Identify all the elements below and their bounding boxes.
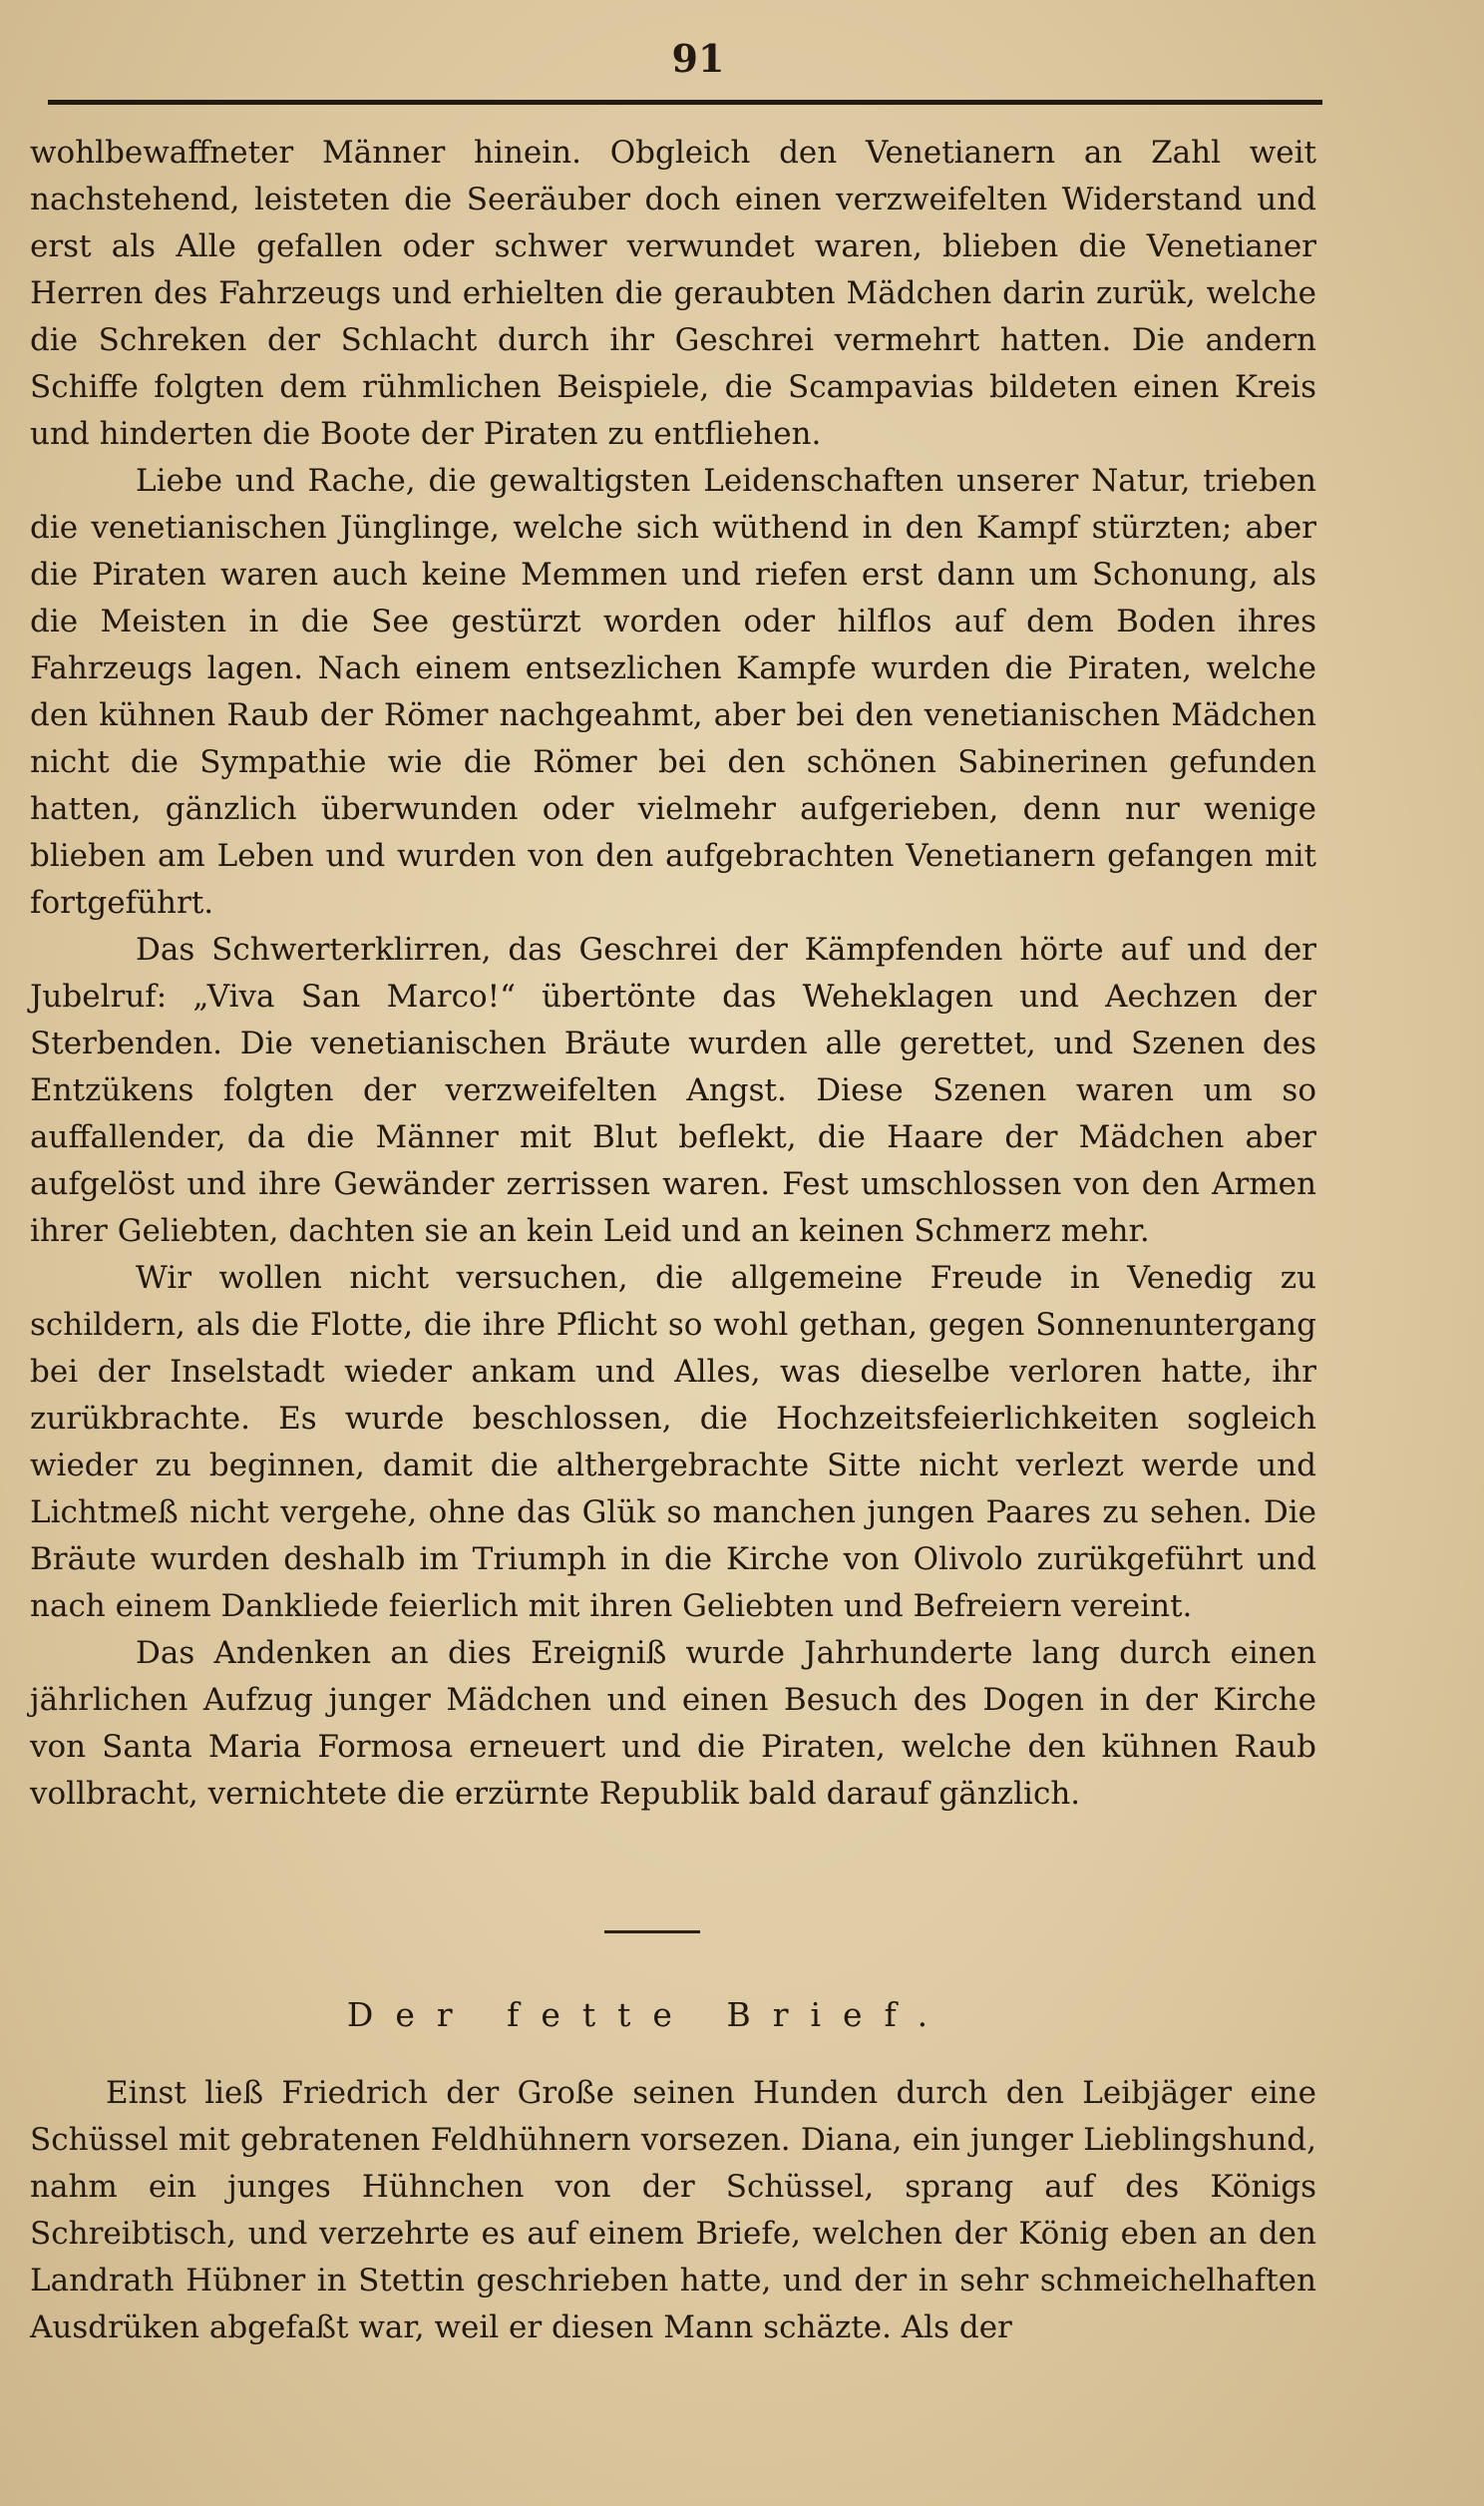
paragraph: wohlbewaffneter Männer hinein. Obgleich den Venetianern an Zahl weit nachstehend, leisteten die Seeräuber doch einen verzweifelten Widerstand und erst als Alle gefallen oder schwer verwundet waren, blieben die Venetianer Herren des Fahrzeugs und erhielten die geraubten Mädchen darin zurük, welche die Schreken der Schlacht durch ihr Geschrei vermehrt hatten. Die andern Schiffe folgten dem rühmlichen Beispiele, die Scampavias bildeten einen Kreis und hinderten die Boote der Piraten zu entfliehen. (30, 135, 1316, 452)
paragraph: Das Andenken an dies Ereigniß wurde Jahrhunderte lang durch einen jährlichen Aufzug junger Mädchen und einen Besuch des Dogen in der Kirche von Santa Maria Formosa erneuert und die Piraten, welche den kühnen Raub vollbracht, vernichtete die erzürnte Republik bald darauf gänzlich. (30, 1635, 1316, 1812)
article-title: Der fette Brief. (346, 1995, 950, 2034)
article-venetian-brides (30, 130, 1316, 1818)
paragraph: Einst ließ Friedrich der Große seinen Hunden durch den Leibjäger eine Schüssel mit gebratenen Feldhühnern vorsezen. Diana, ein junger Lieblingshund, nahm ein junges Hühnchen von der Schüssel, sprang auf des Königs Schreibtisch, und verzehrte es auf einem Briefe, welchen der König eben an den Landrath Hübner in Stettin geschrieben hatte, und der in sehr schmeichelhaften Ausdrüken abgefaßt war, weil er diesen Mann schäzte. Als der (30, 2075, 1316, 2345)
paragraph: Liebe und Rache, die gewaltigsten Leidenschaften unserer Natur, trieben die venetianischen Jünglinge, welche sich wüthend in den Kampf stürzten; aber die Piraten waren auch keine Memmen und riefen erst dann um Schonung, als die Meisten in die See gestürzt worden oder hilflos auf dem Boden ihres Fahrzeugs lagen. Nach einem entsezlichen Kampfe wurden die Piraten, welche den kühnen Raub der Römer nachgeahmt, aber bei den venetianischen Mädchen nicht die Sympathie wie die Römer bei den schönen Sabinerinen gefunden hatten, gänzlich überwunden oder vielmehr aufgerieben, denn nur wenige blieben am Leben und wurden von den aufgebrachten Venetianern gefangen mit fortgeführt. (30, 463, 1316, 921)
header-rule (48, 100, 1322, 105)
paragraph: Wir wollen nicht versuchen, die allgemeine Freude in Venedig zu schildern, als die Flotte, die ihre Pflicht so wohl gethan, gegen Sonnenuntergang bei der Inselstadt wieder ankam und Alles, was dieselbe verloren hatte, ihr zurükbrachte. Es wurde beschlossen, die Hochzeitsfeierlichkeiten sogleich wieder zu beginnen, damit die althergebrachte Sitte nicht verlezt werde und Lichtmeß nicht vergehe, ohne das Glük so manchen jungen Paares zu sehen. Die Bräute wurden deshalb im Triumph in die Kirche von Olivolo zurükgeführt und nach einem Dankliede feierlich mit ihren Geliebten und Befreiern vereint. (30, 1260, 1316, 1624)
section-divider (604, 1930, 700, 1933)
article-der-fette-brief (30, 2070, 1316, 2351)
page-number: 91 (671, 36, 725, 81)
paragraph: Das Schwerterklirren, das Geschrei der Kämpfenden hörte auf und der Jubelruf: „Viva San Marco!“ übertönte das Weheklagen und Aechzen der Sterbenden. Die venetianischen Bräute wurden alle gerettet, und Szenen des Entzükens folgten der verzweifelten Angst. Diese Szenen waren um so auffallender, da die Männer mit Blut beflekt, die Haare der Mädchen aber aufgelöst und ihre Gewänder zerrissen waren. Fest umschlossen von den Armen ihrer Geliebten, dachten sie an kein Leid und an keinen Schmerz mehr. (30, 932, 1316, 1249)
